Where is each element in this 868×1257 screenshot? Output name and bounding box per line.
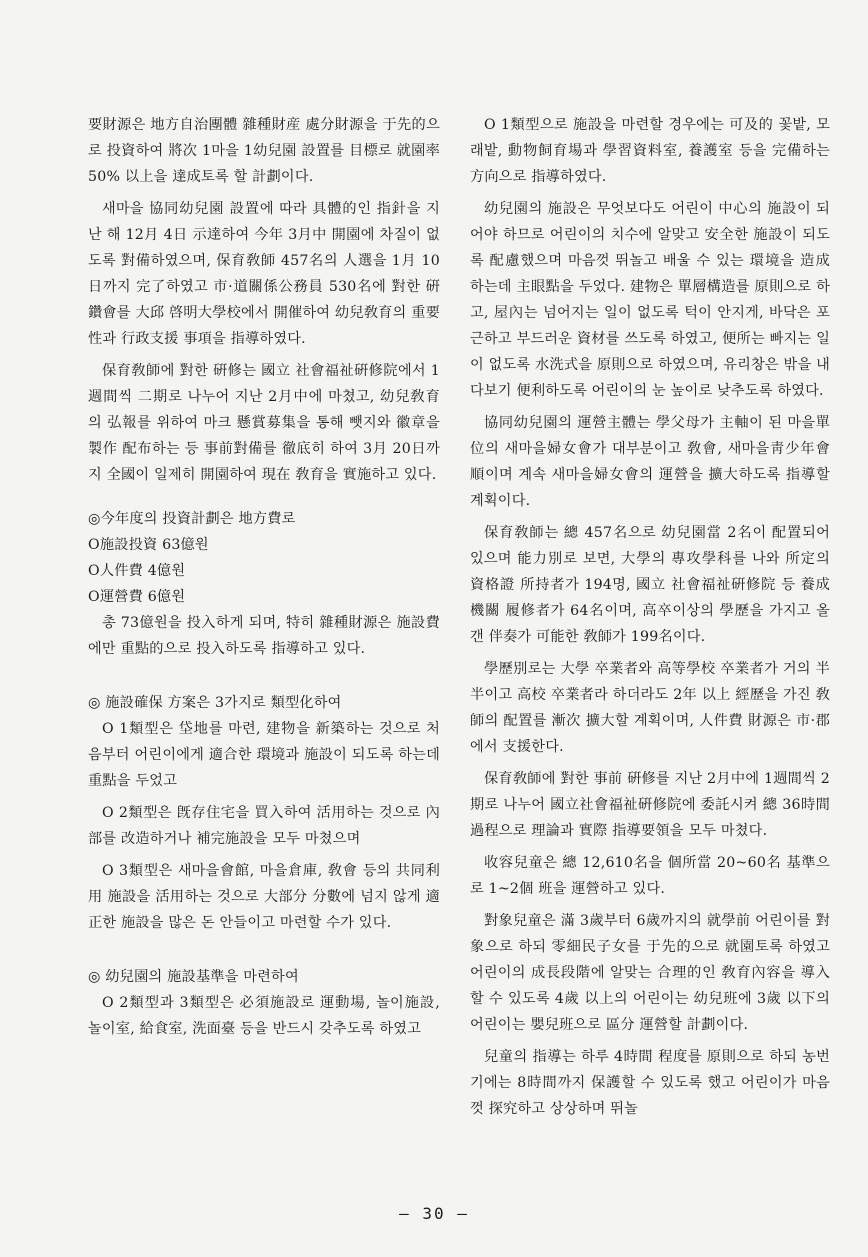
budget-item-facility: O施設投資 63億원 <box>88 537 209 553</box>
right-paragraph-7: 收容兒童은 總 12,610名을 個所當 20~60名 基準으로 1~2個 班을 運營하고 있다. <box>470 855 830 897</box>
right-paragraph-9: 兒童의 指導는 하루 4時間 程度를 原則으로 하되 농번기에는 8時間까지 保護할 수 있도록 했고 어린이가 마음껏 探究하고 상상하며 뛰놀 <box>470 1049 830 1117</box>
left-paragraph-2: 새마을 協同幼兒園 設置에 따라 具體的인 指針을 지난 해 12月 4日 示達하여 今年 3月中 開園에 차질이 없도록 對備하였으며, 保育敎師 457名의 人選을 1月 10日까지 完了하였고 市·道關係公務員 530名에 對한 硏鑽會를 大邱 啓明大學校에서 開催하여 幼兒敎育의 重要性과 行政支援 事項을 指導하였다. <box>88 201 440 347</box>
right-column <box>470 112 830 1128</box>
right-paragraph-3: 協同幼兒園의 運營主體는 學父母가 主軸이 된 마을單位의 새마을婦女會가 대부분이고 敎會, 새마을靑少年會 順이며 계속 새마을婦女會의 運營을 擴大하도록 指導할 계획이다. <box>470 415 830 509</box>
right-paragraph-1: O 1類型으로 施設을 마련할 경우에는 可及的 꽃밭, 모래밭, 動物飼育場과 學習資料室, 養護室 등을 完備하는 方向으로 指導하였다. <box>470 117 830 185</box>
facility-type-2: O 2類型은 旣存住宅을 買入하여 活用하는 것으로 內部를 改造하거나 補完施設을 모두 마쳤으며 <box>88 805 440 847</box>
budget-total: 총 73億원을 投入하게 되며, 特히 雜種財源은 施設費에만 重點的으로 投入하도록 指導하고 있다. <box>88 615 440 657</box>
right-paragraph-4: 保育敎師는 總 457名으로 幼兒園當 2名이 配置되어 있으며 能力別로 보면, 大學의 專攻學科를 나와 所定의 資格證 所持者가 194명, 國立 社會福祉硏修院 등 養成機關 履修者가 64名이며, 高卒이상의 學歷을 가지고 올갠 伴奏가 可能한 敎師가 199名이다. <box>470 525 830 645</box>
budget-item-personnel: O人件費 4億원 <box>88 563 186 579</box>
left-paragraph-3: 保育敎師에 對한 硏修는 國立 社會福祉硏修院에서 1週間씩 二期로 나누어 지난 2月中에 마쳤고, 幼兒敎育의 弘報를 위하여 마크 懸賞募集을 통해 뺏지와 徽章을 製作 配布하는 등 事前對備를 徹底히 하여 3月 20日까지 全國이 일제히 開園하여 現在 敎育을 實施하고 있다. <box>88 363 440 483</box>
left-column <box>88 112 440 1048</box>
standards-paragraph: O 2類型과 3類型은 必須施設로 運動場, 놀이施設, 놀이室, 給食室, 洗面臺 등을 반드시 갖추도록 하였고 <box>88 995 440 1037</box>
right-paragraph-8: 對象兒童은 滿 3歲부터 6歲까지의 就學前 어린이를 對象으로 하되 零細民子女를 于先的으로 就園토록 하였고 어린이의 成長段階에 알맞는 合理的인 敎育內容을 導入할 수 있도록 4歲 以上의 어린이는 幼兒班에 3歲 以下의 어린이는 嬰兒班으로 區分 運營할 計劃이다. <box>470 913 830 1033</box>
facility-type-1: O 1類型은 垈地를 마련, 建物을 新築하는 것으로 처음부터 어린이에게 適合한 環境과 施設이 되도록 하는데 重點을 두었고 <box>88 721 440 789</box>
page-number: — 30 — <box>399 1204 469 1223</box>
facility-heading: ◎ 施設確保 方案은 3가지로 類型化하여 <box>88 695 342 711</box>
left-paragraph-1: 要財源은 地方自治團體 雜種財産 處分財源을 于先的으로 投資하여 將次 1마을 1幼兒園 設置를 目標로 就園率 50% 以上을 達成토록 할 計劃이다. <box>88 117 440 185</box>
budget-heading: ◎今年度의 投資計劃은 地方費로 <box>88 511 296 527</box>
facility-type-3: O 3類型은 새마을會館, 마을倉庫, 敎會 등의 共同利用 施設을 活用하는 것으로 大部分 分數에 넘지 않게 適正한 施設을 많은 돈 안들이고 마련할 수가 있다. <box>88 863 440 931</box>
right-paragraph-2: 幼兒園의 施設은 무엇보다도 어린이 中心의 施設이 되어야 하므로 어린이의 치수에 알맞고 安全한 施設이 되도록 配慮했으며 마음껏 뛰놀고 배울 수 있는 環境을 造成하는데 主眼點을 두었다. 建物은 單層構造를 原則으로 하고, 屋內는 넘어지는 일이 없도록 턱이 안지게, 바닥은 포근하고 부드러운 資材를 쓰도록 하였고, 便所는 빠지는 일이 없도록 水洗式을 原則으로 하였으며, 유리창은 밖을 내다보기 便利하도록 어린이의 눈 높이로 낮추도록 하였다. <box>470 201 830 399</box>
right-paragraph-5: 學歷別로는 大學 卒業者와 高等學校 卒業者가 거의 半半이고 高校 卒業者라 하더라도 2年 以上 經歷을 가진 敎師의 配置를 漸次 擴大할 계획이며, 人件費 財源은 市·郡에서 支援한다. <box>470 661 830 755</box>
standards-heading: ◎ 幼兒園의 施設基準을 마련하여 <box>88 969 299 985</box>
budget-item-operation: O運營費 6億원 <box>88 589 186 605</box>
right-paragraph-6: 保育敎師에 對한 事前 硏修를 지난 2月中에 1週間씩 2期로 나누어 國立社會福祉硏修院에 委託시켜 總 36時間 過程으로 理論과 實際 指導要領을 모두 마쳤다. <box>470 771 830 839</box>
